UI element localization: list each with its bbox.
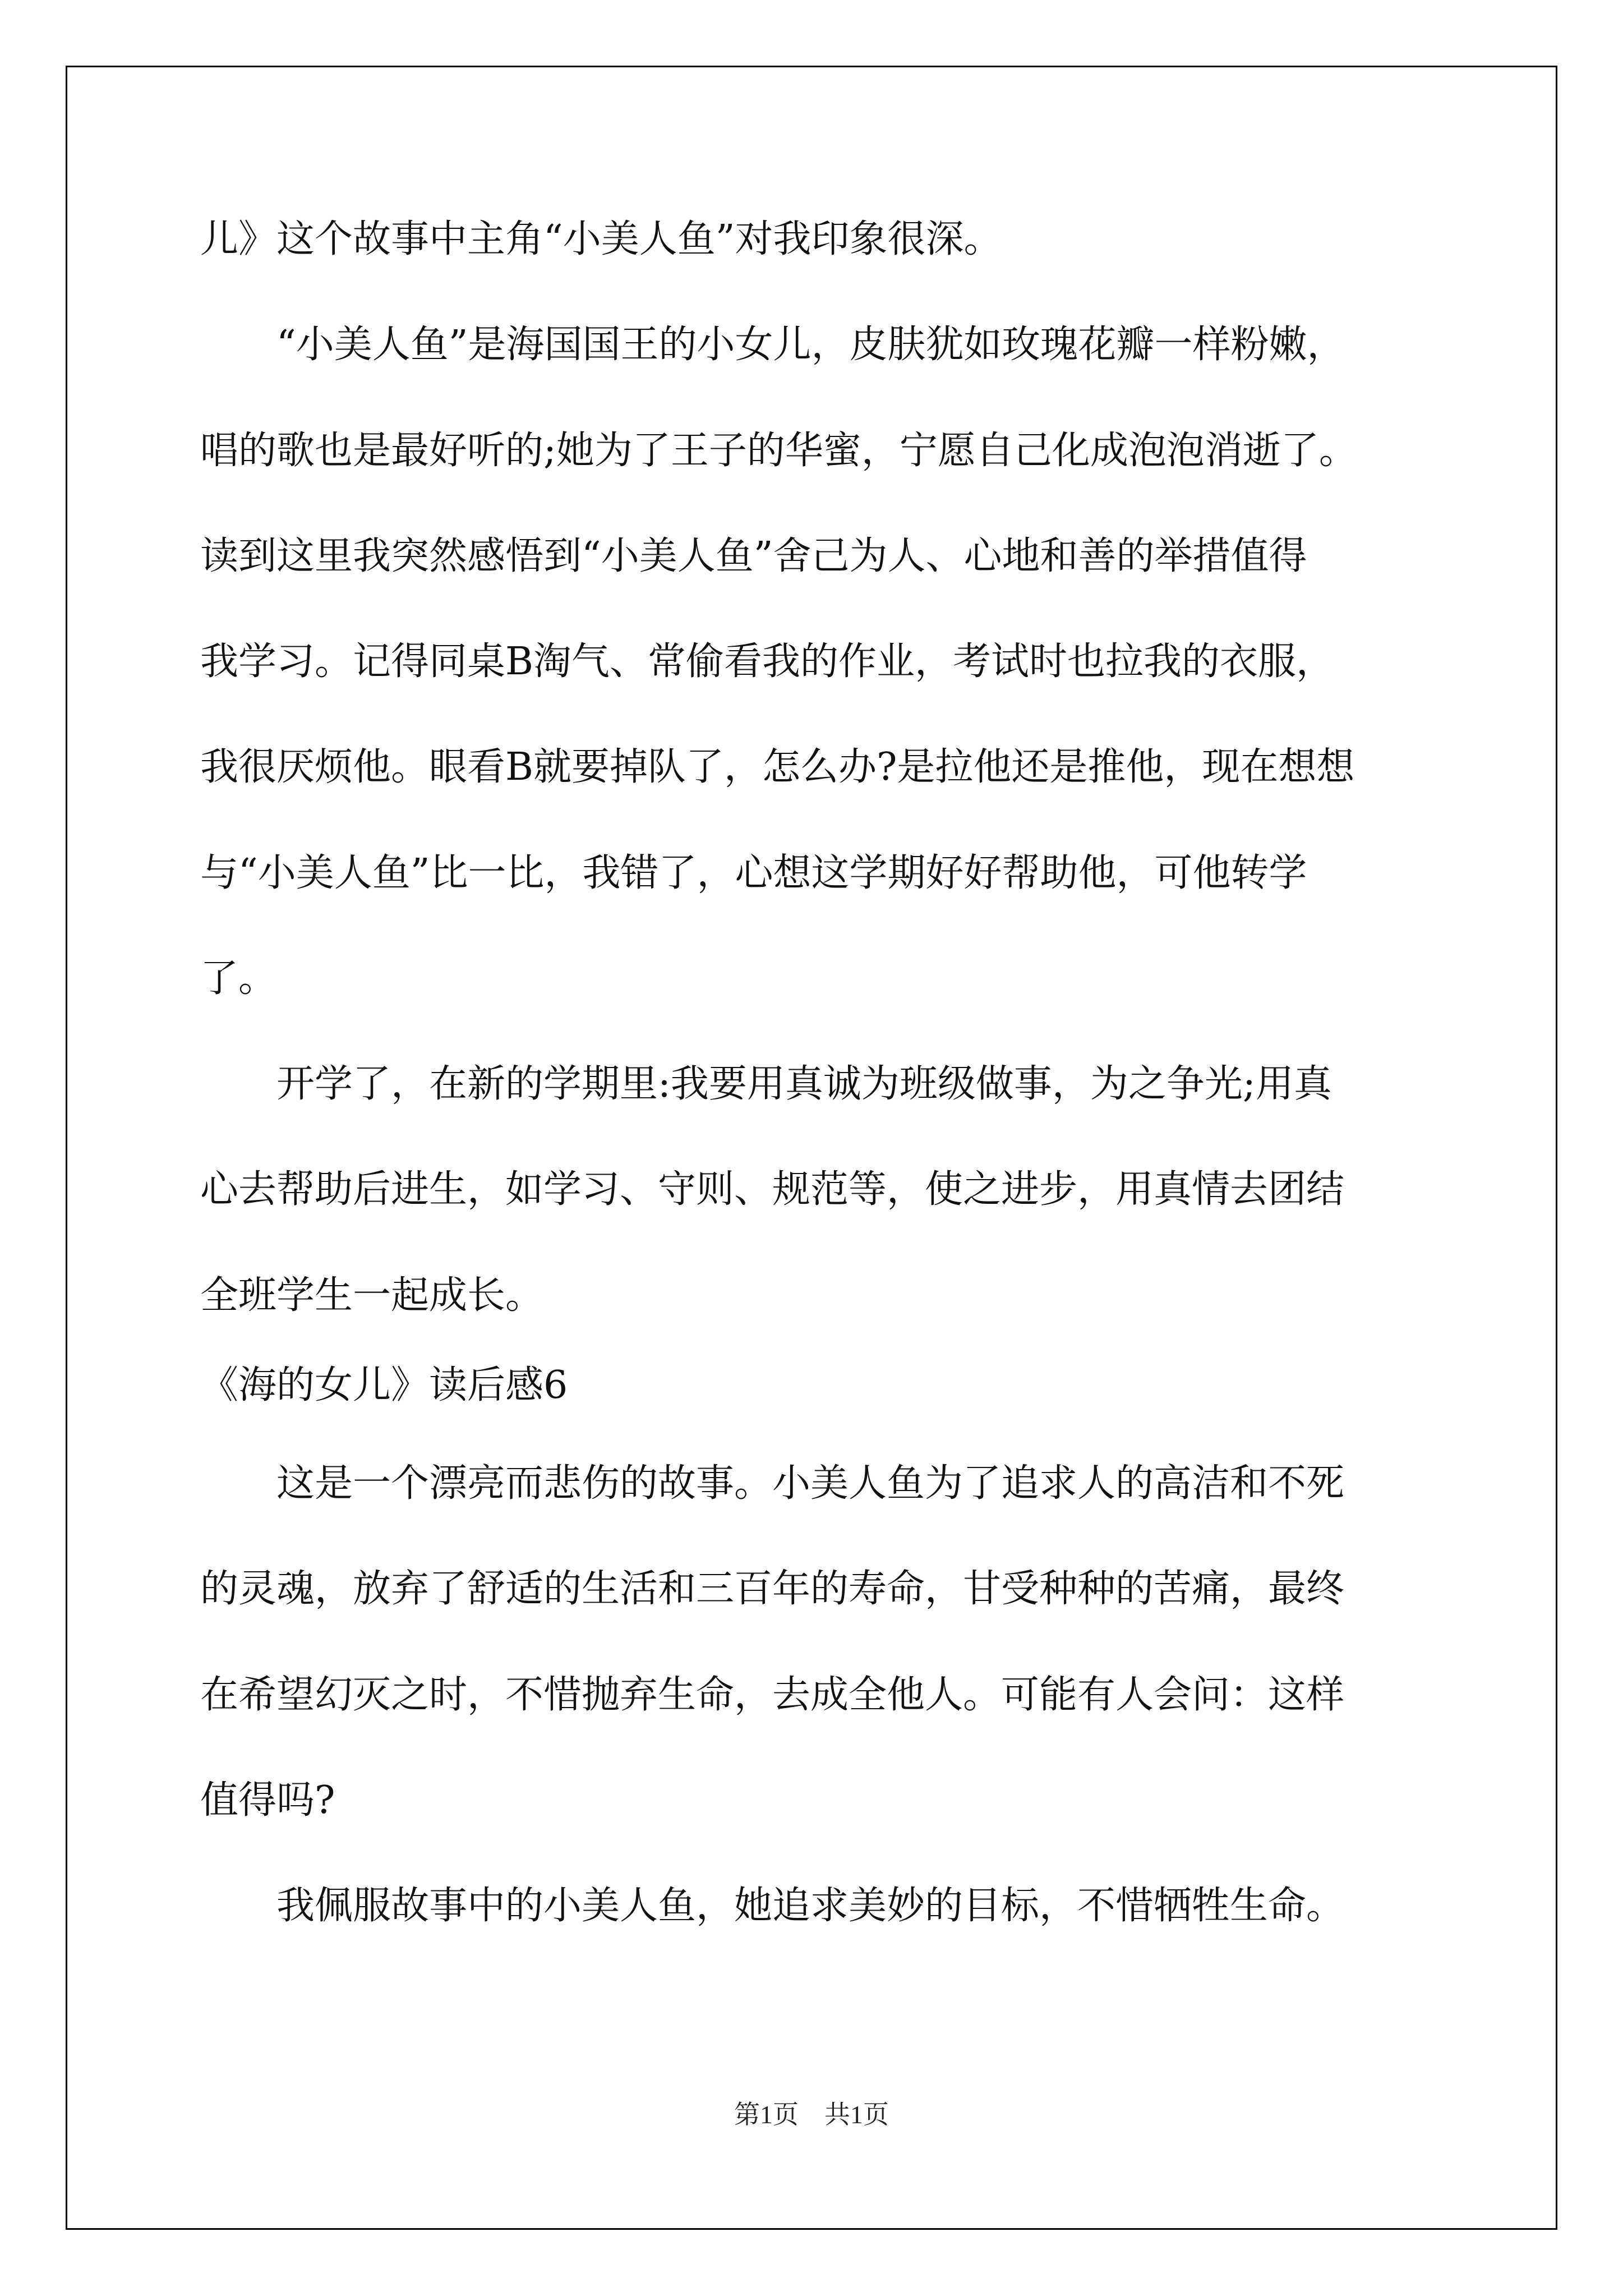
text-line: 在希望幻灭之时，不惜抛弃生命，去成全他人。可能有人会问：这样 [200,1673,1345,1717]
text-line: 心去帮助后进生，如学习、守则、规范等，使之进步，用真情去团结 [200,1167,1345,1212]
text-line: 我很厌烦他。眼看B就要掉队了，怎么办?是拉他还是推他，现在想想 [200,745,1355,789]
text-line: 的灵魂，放弃了舒适的生活和三百年的寿命，甘受种种的苦痛，最终 [200,1567,1345,1611]
text-line: 开学了，在新的学期里:我要用真诚为班级做事，为之争光;用真 [200,1062,1332,1106]
section-heading: 《海的女儿》读后感6 [200,1363,568,1407]
text-line: 我佩服故事中的小美人鱼，她追求美妙的目标，不惜牺牲生命。 [200,1884,1345,1928]
page-footer: 第1页 共1页 [734,2100,889,2129]
text-line: 读到这里我突然感悟到“小美人鱼”舍己为人、心地和善的举措值得 [200,534,1307,578]
text-line: 全班学生一起成长。 [200,1273,544,1318]
text-line: 了。 [200,956,277,1001]
text-line: 值得吗? [200,1778,335,1823]
text-line: 我学习。记得同桌B淘气、常偷看我的作业，考试时也拉我的衣服， [200,639,1334,684]
text-line: 唱的歌也是最好听的;她为了王子的华蜜，宁愿自己化成泡泡消逝了。 [200,429,1357,473]
text-line: 儿》这个故事中主角“小美人鱼”对我印象很深。 [200,217,1002,261]
text-line: 这是一个漂亮而悲伤的故事。小美人鱼为了追求人的高洁和不死 [200,1461,1345,1506]
text-line: “小美人鱼”是海国国王的小女儿，皮肤犹如玫瑰花瓣一样粉嫩， [200,323,1345,367]
text-line: 与“小美人鱼”比一比，我错了，心想这学期好好帮助他，可他转学 [200,851,1307,895]
